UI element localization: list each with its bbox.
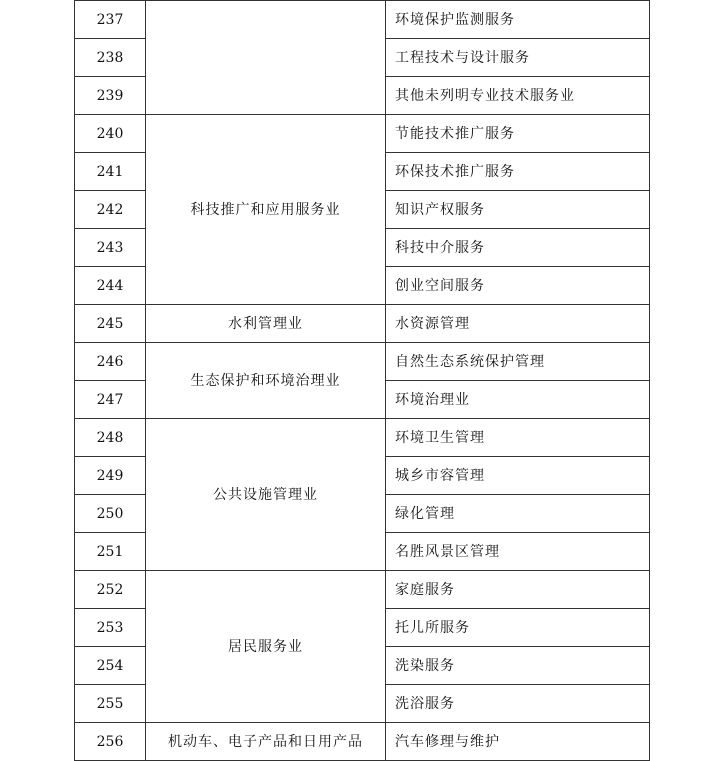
table-row xyxy=(75,115,650,153)
subcategory-cell: 环境保护监测服务 xyxy=(386,1,650,39)
subcategory-cell: 工程技术与设计服务 xyxy=(386,39,650,77)
subcategory-cell: 城乡市容管理 xyxy=(386,457,650,495)
row-number: 251 xyxy=(75,533,146,571)
category-label: 居民服务业 xyxy=(228,638,303,655)
subcategory-cell: 托儿所服务 xyxy=(386,609,650,647)
subcategory-cell: 自然生态系统保护管理 xyxy=(386,343,650,381)
row-number: 243 xyxy=(75,229,146,267)
category-label: 科技推广和应用服务业 xyxy=(190,201,341,218)
row-number: 255 xyxy=(75,685,146,723)
subcategory-cell: 节能技术推广服务 xyxy=(386,115,650,153)
row-number: 242 xyxy=(75,191,146,229)
category-cell xyxy=(146,115,386,305)
category-cell xyxy=(146,571,386,723)
subcategory-cell: 家庭服务 xyxy=(386,571,650,609)
row-number: 239 xyxy=(75,77,146,115)
subcategory-cell: 水资源管理 xyxy=(386,305,650,343)
table-row xyxy=(75,1,650,39)
subcategory-cell: 洗染服务 xyxy=(386,647,650,685)
subcategory-cell: 名胜风景区管理 xyxy=(386,533,650,571)
row-number: 247 xyxy=(75,381,146,419)
table-row xyxy=(75,419,650,457)
row-number: 238 xyxy=(75,39,146,77)
table-row xyxy=(75,305,650,343)
row-number: 248 xyxy=(75,419,146,457)
table-row xyxy=(75,343,650,381)
subcategory-cell: 其他未列明专业技术服务业 xyxy=(386,77,650,115)
row-number: 256 xyxy=(75,723,146,761)
row-number: 240 xyxy=(75,115,146,153)
row-number: 253 xyxy=(75,609,146,647)
subcategory-cell: 环境治理业 xyxy=(386,381,650,419)
subcategory-cell: 环保技术推广服务 xyxy=(386,153,650,191)
category-label: 生态保护和环境治理业 xyxy=(190,372,341,389)
row-number: 254 xyxy=(75,647,146,685)
category-cell xyxy=(146,305,386,343)
row-number: 244 xyxy=(75,267,146,305)
row-number: 246 xyxy=(75,343,146,381)
industry-catalog-table xyxy=(74,0,650,761)
subcategory-cell: 知识产权服务 xyxy=(386,191,650,229)
row-number: 241 xyxy=(75,153,146,191)
subcategory-cell: 汽车修理与维护 xyxy=(386,723,650,761)
subcategory-cell: 绿化管理 xyxy=(386,495,650,533)
category-cell xyxy=(146,1,386,115)
category-cell xyxy=(146,723,386,761)
subcategory-cell: 环境卫生管理 xyxy=(386,419,650,457)
category-cell xyxy=(146,419,386,571)
subcategory-cell: 洗浴服务 xyxy=(386,685,650,723)
category-label: 机动车、电子产品和日用产品 xyxy=(168,733,363,750)
row-number: 250 xyxy=(75,495,146,533)
category-label: 水利管理业 xyxy=(228,315,303,332)
category-cell xyxy=(146,343,386,419)
row-number: 249 xyxy=(75,457,146,495)
table-row xyxy=(75,723,650,761)
table-row xyxy=(75,571,650,609)
subcategory-cell: 科技中介服务 xyxy=(386,229,650,267)
row-number: 252 xyxy=(75,571,146,609)
row-number: 237 xyxy=(75,1,146,39)
row-number: 245 xyxy=(75,305,146,343)
category-label: 公共设施管理业 xyxy=(213,486,318,503)
subcategory-cell: 创业空间服务 xyxy=(386,267,650,305)
